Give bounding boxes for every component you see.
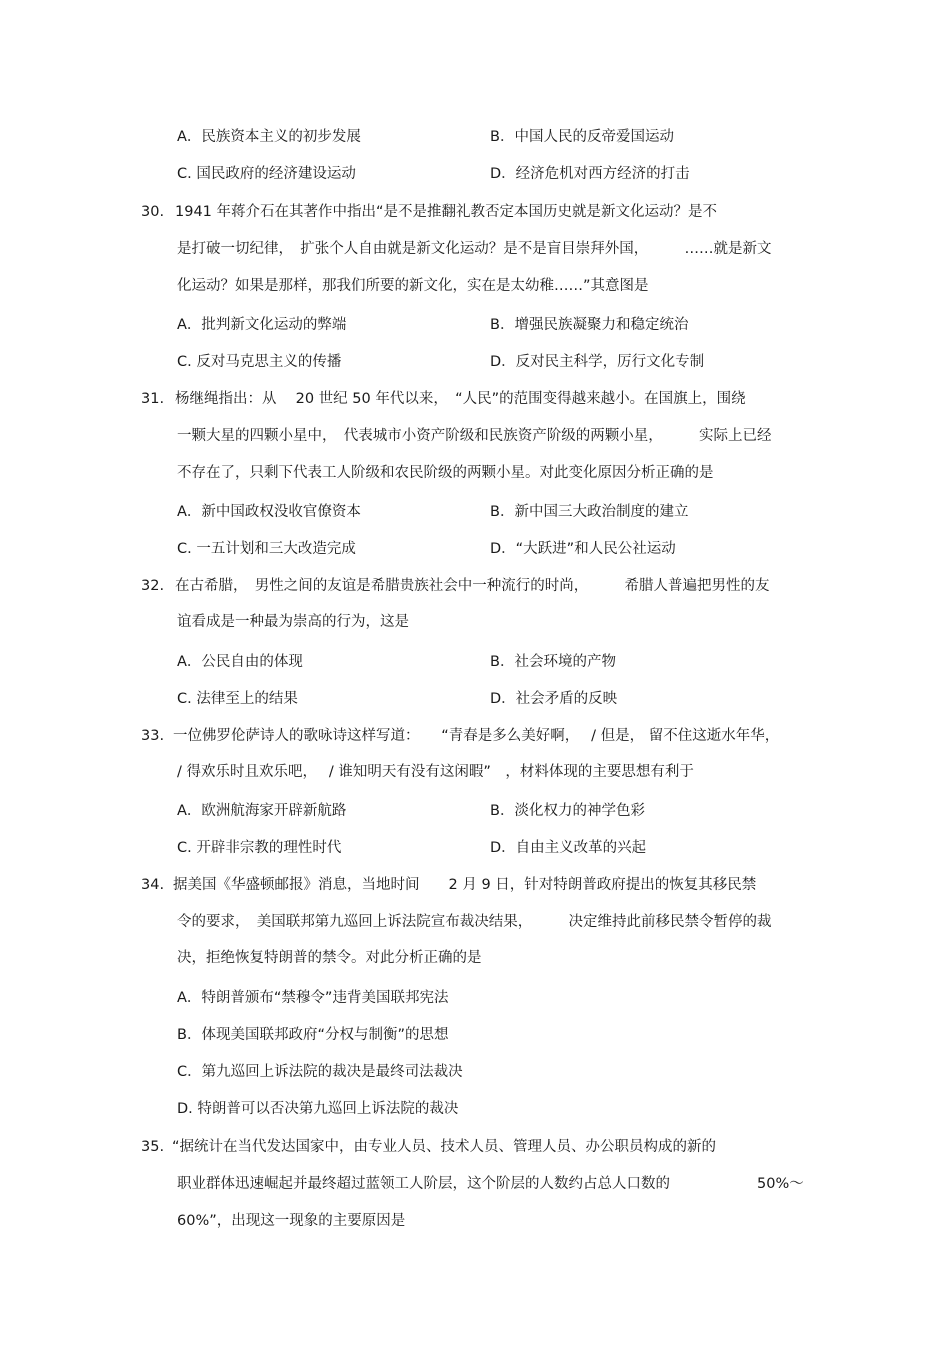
q33-stem-line-2: / 得欢乐时且欢乐吧， / 谁知明天有没有这闲暇” ，材料体现的主要思想有利于 <box>177 764 694 780</box>
q34-stem-line-1: 据美国《华盛顿邮报》消息，当地时间 2 月 9 日，针对特朗普政府提出的恢复其移民禁 <box>173 877 757 893</box>
q33-option-d: D．自由主义改革的兴起 <box>490 840 647 856</box>
q35-stem-percent-range: 50%～ <box>757 1176 804 1192</box>
q31-stem-line-1: 杨继绳指出：从 20 世纪 50 年代以来， “人民”的范围变得越来越小。在国旗上，围绕 <box>175 391 746 407</box>
q35-stem-line-3: 60%”，出现这一现象的主要原因是 <box>177 1213 406 1229</box>
q29-option-b: B．中国人民的反帝爱国运动 <box>490 129 674 145</box>
q30-stem-line-1: 1941 年蒋介石在其著作中指出“是不是推翻礼教否定本国历史就是新文化运动？是不 <box>175 204 718 220</box>
q31-option-b: B．新中国三大政治制度的建立 <box>490 504 689 520</box>
q34-option-b: B．体现美国联邦政府“分权与制衡”的思想 <box>177 1027 449 1043</box>
q31-option-c: C. 一五计划和三大改造完成 <box>177 541 356 557</box>
q33-option-a: A．欧洲航海家开辟新航路 <box>177 803 347 819</box>
q34-stem-line-3: 决，拒绝恢复特朗普的禁令。对此分析正确的是 <box>177 950 482 966</box>
q29-option-c: C. 国民政府的经济建设运动 <box>177 166 356 182</box>
q34-option-d: D. 特朗普可以否决第九巡回上诉法院的裁决 <box>177 1101 459 1117</box>
q33-option-b: B．淡化权力的神学色彩 <box>490 803 645 819</box>
q31-stem-line-2: 一颗大星的四颗小星中， 代表城市小资产阶级和民族资产阶级的两颗小星， 实际上已经 <box>177 428 772 444</box>
q35-stem-line-1: “据统计在当代发达国家中，由专业人员、技术人员、管理人员、办公职员构成的新的 <box>172 1139 717 1155</box>
q34-number: 34. <box>141 877 165 893</box>
q32-option-d: D．社会矛盾的反映 <box>490 691 618 707</box>
q32-stem-line-2: 谊看成是一种最为崇高的行为，这是 <box>177 614 409 630</box>
q35-stem-line-2: 职业群体迅速崛起并最终超过蓝领工人阶层，这个阶层的人数约占总人口数的 <box>177 1176 670 1192</box>
q33-option-c: C. 开辟非宗教的理性时代 <box>177 840 342 856</box>
q29-option-d: D．经济危机对西方经济的打击 <box>490 166 690 182</box>
q32-number: 32. <box>141 578 165 594</box>
q34-stem-line-2: 令的要求， 美国联邦第九巡回上诉法院宣布裁决结果， 决定维持此前移民禁令暂停的裁 <box>177 914 772 930</box>
q30-stem-line-3: 化运动？如果是那样，那我们所要的新文化，实在是太幼稚……”其意图是 <box>177 278 649 294</box>
q31-option-a: A．新中国政权没收官僚资本 <box>177 504 361 520</box>
q31-option-d: D．“大跃进”和人民公社运动 <box>490 541 676 557</box>
q32-option-c: C. 法律至上的结果 <box>177 691 298 707</box>
q32-option-b: B．社会环境的产物 <box>490 654 616 670</box>
q31-number: 31. <box>141 391 165 407</box>
q31-stem-line-3: 不存在了，只剩下代表工人阶级和农民阶级的两颗小星。对此变化原因分析正确的是 <box>177 465 714 481</box>
q33-number: 33. <box>141 728 165 744</box>
q32-option-a: A．公民自由的体现 <box>177 654 303 670</box>
q32-stem-line-1: 在古希腊， 男性之间的友谊是希腊贵族社会中一种流行的时尚， 希腊人普遍把男性的友 <box>175 578 770 594</box>
q30-option-c: C. 反对马克思主义的传播 <box>177 354 342 370</box>
q34-option-c: C．第九巡回上诉法院的裁决是最终司法裁决 <box>177 1064 463 1080</box>
q30-option-d: D．反对民主科学，厉行文化专制 <box>490 354 705 370</box>
q30-stem-line-2: 是打破一切纪律， 扩张个人自由就是新文化运动？是不是盲目崇拜外国， ……就是新文 <box>177 241 772 257</box>
q34-option-a: A．特朗普颁布“禁穆令”违背美国联邦宪法 <box>177 990 449 1006</box>
q35-number: 35. <box>141 1139 165 1155</box>
q33-stem-line-1: 一位佛罗伦萨诗人的歌咏诗这样写道： “青春是多么美好啊， / 但是， 留不住这逝水年华， <box>173 728 780 744</box>
q30-option-b: B．增强民族凝聚力和稳定统治 <box>490 317 689 333</box>
q30-option-a: A．批判新文化运动的弊端 <box>177 317 347 333</box>
q29-option-a: A．民族资本主义的初步发展 <box>177 129 361 145</box>
q30-number: 30. <box>141 204 165 220</box>
